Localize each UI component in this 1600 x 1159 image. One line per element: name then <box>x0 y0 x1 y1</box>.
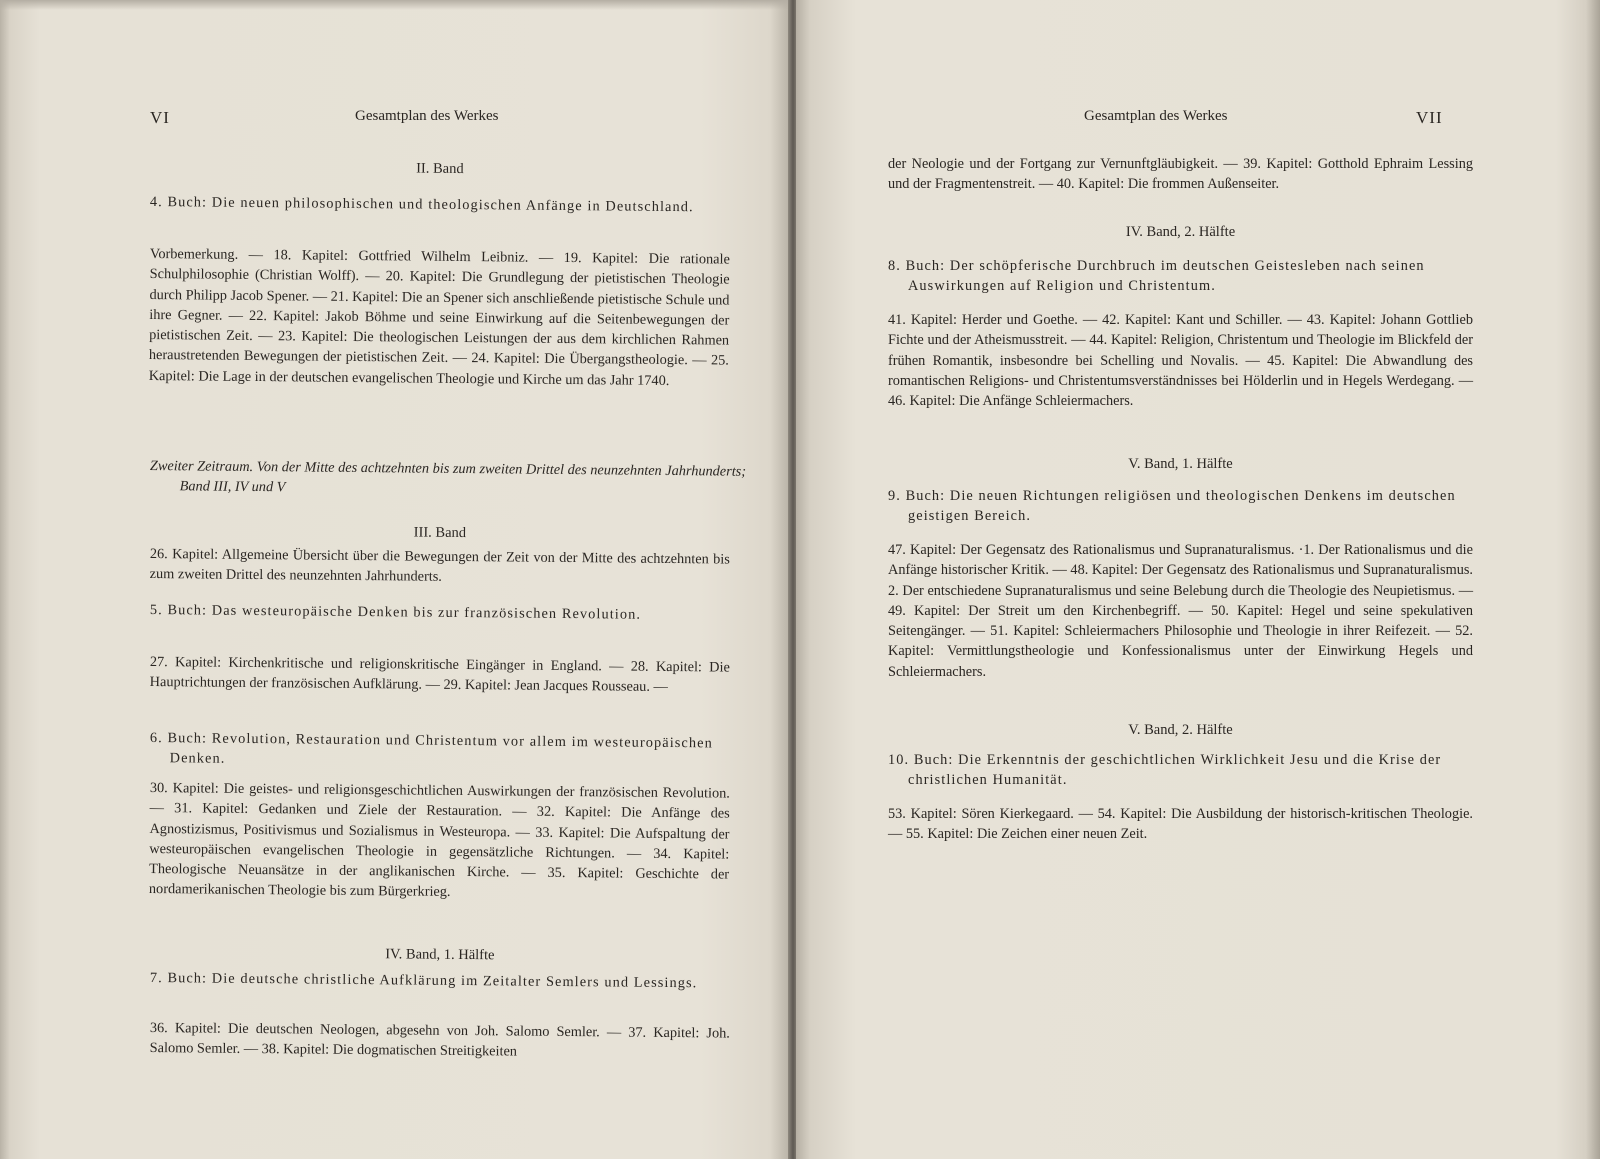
band-heading: II. Band <box>416 160 464 178</box>
page-number: VII <box>1416 108 1443 127</box>
buch-heading: 8. Buch: Der schöpferische Durchbruch im deutschen Geistesleben nach seinen Auswirkungen auf Religion und Christentum. <box>888 258 1425 295</box>
buch-heading: 6. Buch: Revolution, Restauration und Christentum vor allem im westeuropäischen Denken. <box>149 729 713 768</box>
chapter-list: der Neologie und der Fortgang zur Vernunftgläubigkeit. — 39. Kapitel: Gotthold Ephraim Lessing und der Fragmentenstreit. — 40. Kapitel: Die frommen Außenseiter. <box>888 156 1473 193</box>
buch-heading: 5. Buch: Das westeuropäische Denken bis zur französischen Revolution. <box>149 601 642 623</box>
band-heading: IV. Band, 2. Hälfte <box>1125 224 1236 240</box>
page-number: VI <box>150 108 170 127</box>
running-title: Gesamtplan des Werkes <box>1084 108 1228 124</box>
right-page <box>796 0 1600 1159</box>
buch-heading: 4. Buch: Die neuen philosophischen und theologischen Anfänge in Deutschland. <box>149 193 694 216</box>
band-heading: IV. Band, 1. Hälfte <box>385 946 495 964</box>
chapter-list: 36. Kapitel: Die deutschen Neologen, abgesehn von Joh. Salomo Semler. — 37. Kapitel: Joh. Salomo Semler. — 38. Kapitel: Die dogmatischen Streitigkeiten <box>149 1019 730 1060</box>
period-heading: Zweiter Zeitraum. Von der Mitte des achtzehnten bis zum zweiten Drittel des neunzehnten Jahrhunderts; Band III, IV und V <box>149 457 747 496</box>
page-edge-shadow <box>0 0 790 10</box>
chapter-list: 47. Kapitel: Der Gegensatz des Rationalismus und Supranaturalismus. ·1. Der Rationalismus und die Anfänge historischer Kritik. — 48. Kapitel: Der Gegensatz des Rationalismus und Supranaturalismus. 2. Der entschiedene Supranaturalismus und seine Belebung durch die Theologie des Neupietismus. — 49. Kapitel: Der Streit um den Kirchenbegriff. — 50. Kapitel: Hegel und seine spekulativen Seitengänger. — 51. Kapitel: Schleiermachers Philosophie und Theologie in ihrer Reifezeit. — 52. Kapitel: Vermittlungstheologie und Konfessionalismus unter der Einwirkung Hegels und Schleiermachers. <box>888 542 1473 680</box>
band-heading: III. Band <box>413 524 467 542</box>
running-head <box>0 108 790 128</box>
buch-heading: 9. Buch: Die neuen Richtungen religiösen und theologischen Denkens im deutschen geistigen Bereich. <box>888 488 1456 525</box>
buch-heading: 10. Buch: Die Erkenntnis der geschichtlichen Wirklichkeit Jesu und die Krise der christlichen Humanität. <box>888 752 1442 789</box>
band-heading: V. Band, 2. Hälfte <box>1128 722 1233 738</box>
chapter-list: Vorbemerkung. — 18. Kapitel: Gottfried Wilhelm Leibniz. — 19. Kapitel: Die rationale Schulphilosophie (Christian Wolff). — 20. Kapitel: Die Grundlegung der pietistischen Theologie durch Philipp Jacob Spener. — 21. Kapitel: Die an Spener sich anschließende pietistische Schule und ihre Gegner. — 22. Kapitel: Jakob Böhme und seine Einwirkung auf die Seitenbewegungen der pietistischen Zeit. — 23. Kapitel: Die theologischen Leistungen der aus dem kirchlichen Rahmen heraustretenden Bewegungen der pietistischen Zeit. — 24. Kapitel: Die Übergangstheologie. — 25. Kapitel: Die Lage in der deutschen evangelischen Theologie und Kirche um das Jahr 1740. <box>148 245 730 389</box>
running-head <box>796 108 1600 128</box>
band-heading: V. Band, 1. Hälfte <box>1128 456 1233 472</box>
chapter-list: 26. Kapitel: Allgemeine Übersicht über die Bewegungen der Zeit von der Mitte des achtzehnten bis zum zweiten Drittel des neunzehnten Jahrhunderts. <box>149 545 730 586</box>
chapter-list: 27. Kapitel: Kirchenkritische und religionskritische Eingänger in England. — 28. Kapitel: Die Hauptrichtungen der französischen Aufklärung. — 29. Kapitel: Jean Jacques Rousseau. — <box>149 653 730 696</box>
left-page <box>0 0 790 1159</box>
chapter-list: 30. Kapitel: Die geistes- und religionsgeschichtlichen Auswirkungen der französischen Revolution. — 31. Kapitel: Gedanken und Ziele der Restauration. — 32. Kapitel: Die Anfänge des Agnostizismus, Positivismus und Sozialismus in Westeuropa. — 33. Kapitel: Die Aufspaltung der westeuropäischen evangelischen Theologie in gegensätzliche Richtungen. — 34. Kapitel: Theologische Neuansätze in der anglikanischen Kirche. — 35. Kapitel: Geschichte der nordamerikanischen Theologie bis zum Bürgerkrieg. <box>148 779 730 901</box>
chapter-list: 53. Kapitel: Sören Kierkegaard. — 54. Kapitel: Die Ausbildung der historisch-kritischen Theologie. — 55. Kapitel: Die Zeichen einer neuen Zeit. <box>888 806 1473 843</box>
chapter-list: 41. Kapitel: Herder und Goethe. — 42. Kapitel: Kant und Schiller. — 43. Kapitel: Johann Gottlieb Fichte und der Atheismusstreit. — 44. Kapitel: Religion, Christentum und Theologie im Blickfeld der frühen Romantik, insbesondre bei Schelling und Novalis. — 45. Kapitel: Die Abwandlung des romantischen Religions- und Christentumsverständnisses bei Hölderlin und in Hegels Werdegang. — 46. Kapitel: Die Anfänge Schleiermachers. <box>888 312 1473 410</box>
running-title: Gesamtplan des Werkes <box>355 108 499 124</box>
buch-heading: 7. Buch: Die deutsche christliche Aufklärung im Zeitalter Semlers und Lessings. <box>149 969 698 992</box>
